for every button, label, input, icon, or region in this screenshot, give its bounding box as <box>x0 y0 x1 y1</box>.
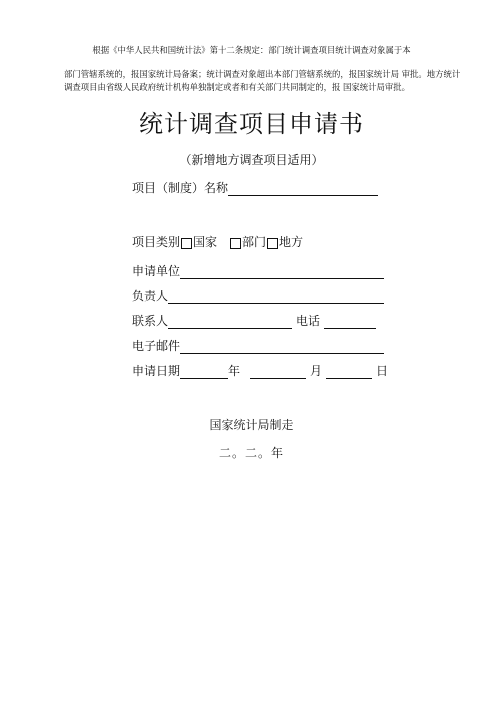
legal-note-paragraph: 部门管辖系统的，报国家统计局备案；统计调查对象超出本部门管辖系统的，报国家统计局 审批。地方统计调查项目由省级人民政府统计机构单独制定或者和有关部门共同制定的，报 国家统计局审批。 <box>64 69 461 92</box>
issuer-text: 国家统计局制走 <box>209 418 294 432</box>
applicant-unit-field[interactable] <box>180 266 384 279</box>
project-name-label: 项目（制度）名称 <box>132 181 229 195</box>
date-day-label: 日 <box>376 364 389 378</box>
date-day-field[interactable] <box>326 366 372 379</box>
applicant-unit-label: 申请单位 <box>132 264 181 278</box>
date-month-label: 月 <box>310 364 323 378</box>
date-year-field[interactable] <box>180 366 228 379</box>
issue-year-text: 二。二。年 <box>218 446 284 460</box>
phone-label: 电话 <box>296 314 321 328</box>
form-subtitle: （新增地方调查项目适用） <box>179 153 324 167</box>
email-field[interactable] <box>180 341 384 354</box>
category-national-label: 国家 <box>193 235 218 249</box>
contact-person-field[interactable] <box>168 316 292 329</box>
applicant-unit-row <box>132 262 384 279</box>
project-category-label: 项目类别 <box>132 235 181 249</box>
application-date-row <box>132 362 388 379</box>
project-category-row <box>132 233 303 250</box>
category-department-checkbox[interactable] <box>230 238 241 249</box>
responsible-person-label: 负责人 <box>132 289 169 303</box>
date-month-field[interactable] <box>250 366 306 379</box>
application-date-label: 申请日期 <box>132 364 181 378</box>
project-name-field[interactable] <box>228 183 378 196</box>
contact-person-label: 联系人 <box>132 314 169 328</box>
date-year-label: 年 <box>228 364 241 378</box>
contact-row <box>132 312 376 329</box>
responsible-person-field[interactable] <box>168 291 384 304</box>
responsible-person-row <box>132 287 384 304</box>
category-local-checkbox[interactable] <box>267 238 278 249</box>
email-row <box>132 337 384 354</box>
legal-note-first-line: 根据《中华人民共和国统计法》第十二条规定：部门统计调查项目统计调查对象属于本 <box>92 45 411 55</box>
email-label: 电子邮件 <box>132 339 181 353</box>
category-national-checkbox[interactable] <box>181 238 192 249</box>
form-title: 统计调查项目申请书 <box>139 110 364 138</box>
category-department-label: 部门 <box>242 235 267 249</box>
phone-field[interactable] <box>324 316 376 329</box>
project-name-row <box>132 179 378 196</box>
category-local-label: 地方 <box>279 235 304 249</box>
